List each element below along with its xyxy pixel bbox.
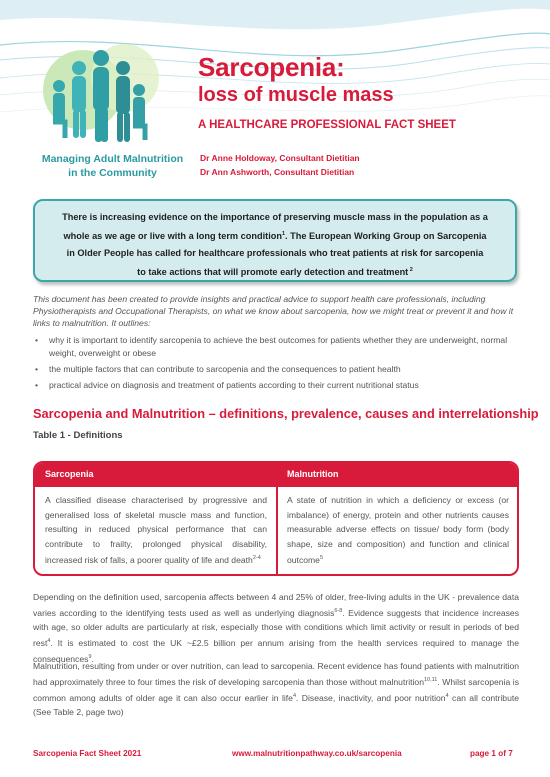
sarcopenia-definition [45, 493, 267, 567]
callout-line-4-text: to take actions that will promote early detection and treatment [137, 267, 409, 278]
section-heading: Sarcopenia and Malnutrition – definitions, prevalence, causes and interrelationship [33, 406, 539, 421]
footer-document-name: Sarcopenia Fact Sheet 2021 [33, 749, 142, 758]
author-1: Dr Anne Holdoway, Consultant Dietitian [200, 153, 360, 163]
organization-name [30, 152, 195, 180]
text: Malnutrition, resulting from under or over nutrition, can lead to sarcopenia. Recent evidence has found patients with malnutrition had approximately three to four times the risk of developing sarcopenia than those without malnutrition [33, 661, 519, 687]
citation: 2 [408, 267, 413, 274]
org-name-line2: in the Community [68, 167, 157, 179]
footer-page-number: page 1 of 7 [470, 749, 513, 758]
callout-text [45, 209, 505, 281]
citation: 6-8 [334, 608, 343, 614]
callout-line-2 [45, 226, 505, 245]
malnutrition-paragraph [33, 659, 519, 719]
citation: 5 [319, 555, 324, 561]
definitions-table [33, 461, 519, 576]
footer-website-link[interactable]: www.malnutritionpathway.co.uk/sarcopenia [232, 749, 402, 758]
text: . It is estimated to cost the UK ~£2.5 billion per annum arising from the health services required to manage the consequences [33, 637, 519, 664]
citation: 4 [292, 692, 296, 699]
malnutrition-definition-text: A state of nutrition in which a deficiency or excess (or imbalance) of energy, protein and other nutrients causes measurable adverse effects on tissue/ body form (body shape, size and composition) and function and clinical outcome [287, 495, 509, 565]
people-group-logo-icon [35, 38, 175, 148]
text: . Disease, inactivity, and poor nutrition [296, 692, 446, 703]
intro-paragraph: This document has been created to provide insights and practical advice to support health care professionals, including Physiotherapists and Occupational Therapists, on what we know about sarcopenia, how we might treat or prevent it and how it links to malnutrition. It outlines: [33, 294, 514, 328]
page-title: Sarcopenia: [198, 52, 345, 82]
table-title: Table 1 - Definitions [33, 430, 123, 441]
text: . Evidence suggests that incidence increases with age, so older adults are particularly at risk, especially those with conditions which limit activity or result in periods of bed rest [33, 607, 520, 648]
column-divider [276, 463, 278, 574]
citation: 4 [47, 637, 51, 644]
fact-sheet-label: A HEALTHCARE PROFESSIONAL FACT SHEET [198, 119, 456, 131]
citation: 9 [88, 653, 92, 660]
text: . Whilst sarcopenia is common among adults of older age it can also occur earlier in life [33, 676, 519, 703]
column-header-sarcopenia: Sarcopenia [45, 469, 94, 479]
column-header-malnutrition: Malnutrition [287, 469, 339, 479]
citation: 10,11 [423, 677, 438, 683]
org-name-line1: Managing Adult Malnutrition [41, 153, 184, 165]
outline-list [33, 334, 519, 395]
prevalence-paragraph [33, 590, 519, 666]
author-2: Dr Ann Ashworth, Consultant Dietitian [200, 167, 355, 177]
callout-line-3: in Older People has called for healthcare professionals who treat patients at risk for sarcopenia [66, 248, 484, 259]
list-item: • practical advice on diagnosis and treatment of patients according to their current nutritional status [33, 379, 519, 392]
citation: 4 [445, 692, 449, 699]
callout-line-1: There is increasing evidence on the importance of preserving muscle mass in the population as a [62, 212, 488, 222]
callout-line-2-end: . The European Working Group on Sarcopenia [285, 231, 487, 242]
key-message-callout [33, 199, 517, 282]
text: Depending on the definition used, sarcopenia affects between 4 and 25% of older, free-living adults in the UK - prevalence data varies according to the identifying tests used as well as underlying diagnosis [33, 592, 519, 618]
text: can all contribute (See Table 2, page two) [33, 692, 520, 717]
malnutrition-definition [287, 493, 509, 567]
callout-line-2-text: whole as we age or live with a long term condition [63, 231, 282, 242]
sarcopenia-definition-text: A classified disease characterised by progressive and generalised loss of skeletal muscle mass and function, resulting in reduced physical performance that can contribute to frailty, prolonged physical disability, increased risk of falls, a poorer quality of life and death [45, 495, 267, 565]
citation: 2-4 [252, 555, 261, 561]
list-item: • the multiple factors that can contribute to sarcopenia and the consequences to patient health [33, 363, 519, 376]
list-item: • why it is important to identify sarcopenia to achieve the best outcomes for patients whether they are underweight, normal weight, overweight or obese [33, 334, 519, 360]
text: . [91, 653, 94, 664]
callout-line-4 [45, 262, 505, 281]
citation: 1 [281, 231, 286, 237]
page-subtitle: loss of muscle mass [198, 84, 394, 106]
